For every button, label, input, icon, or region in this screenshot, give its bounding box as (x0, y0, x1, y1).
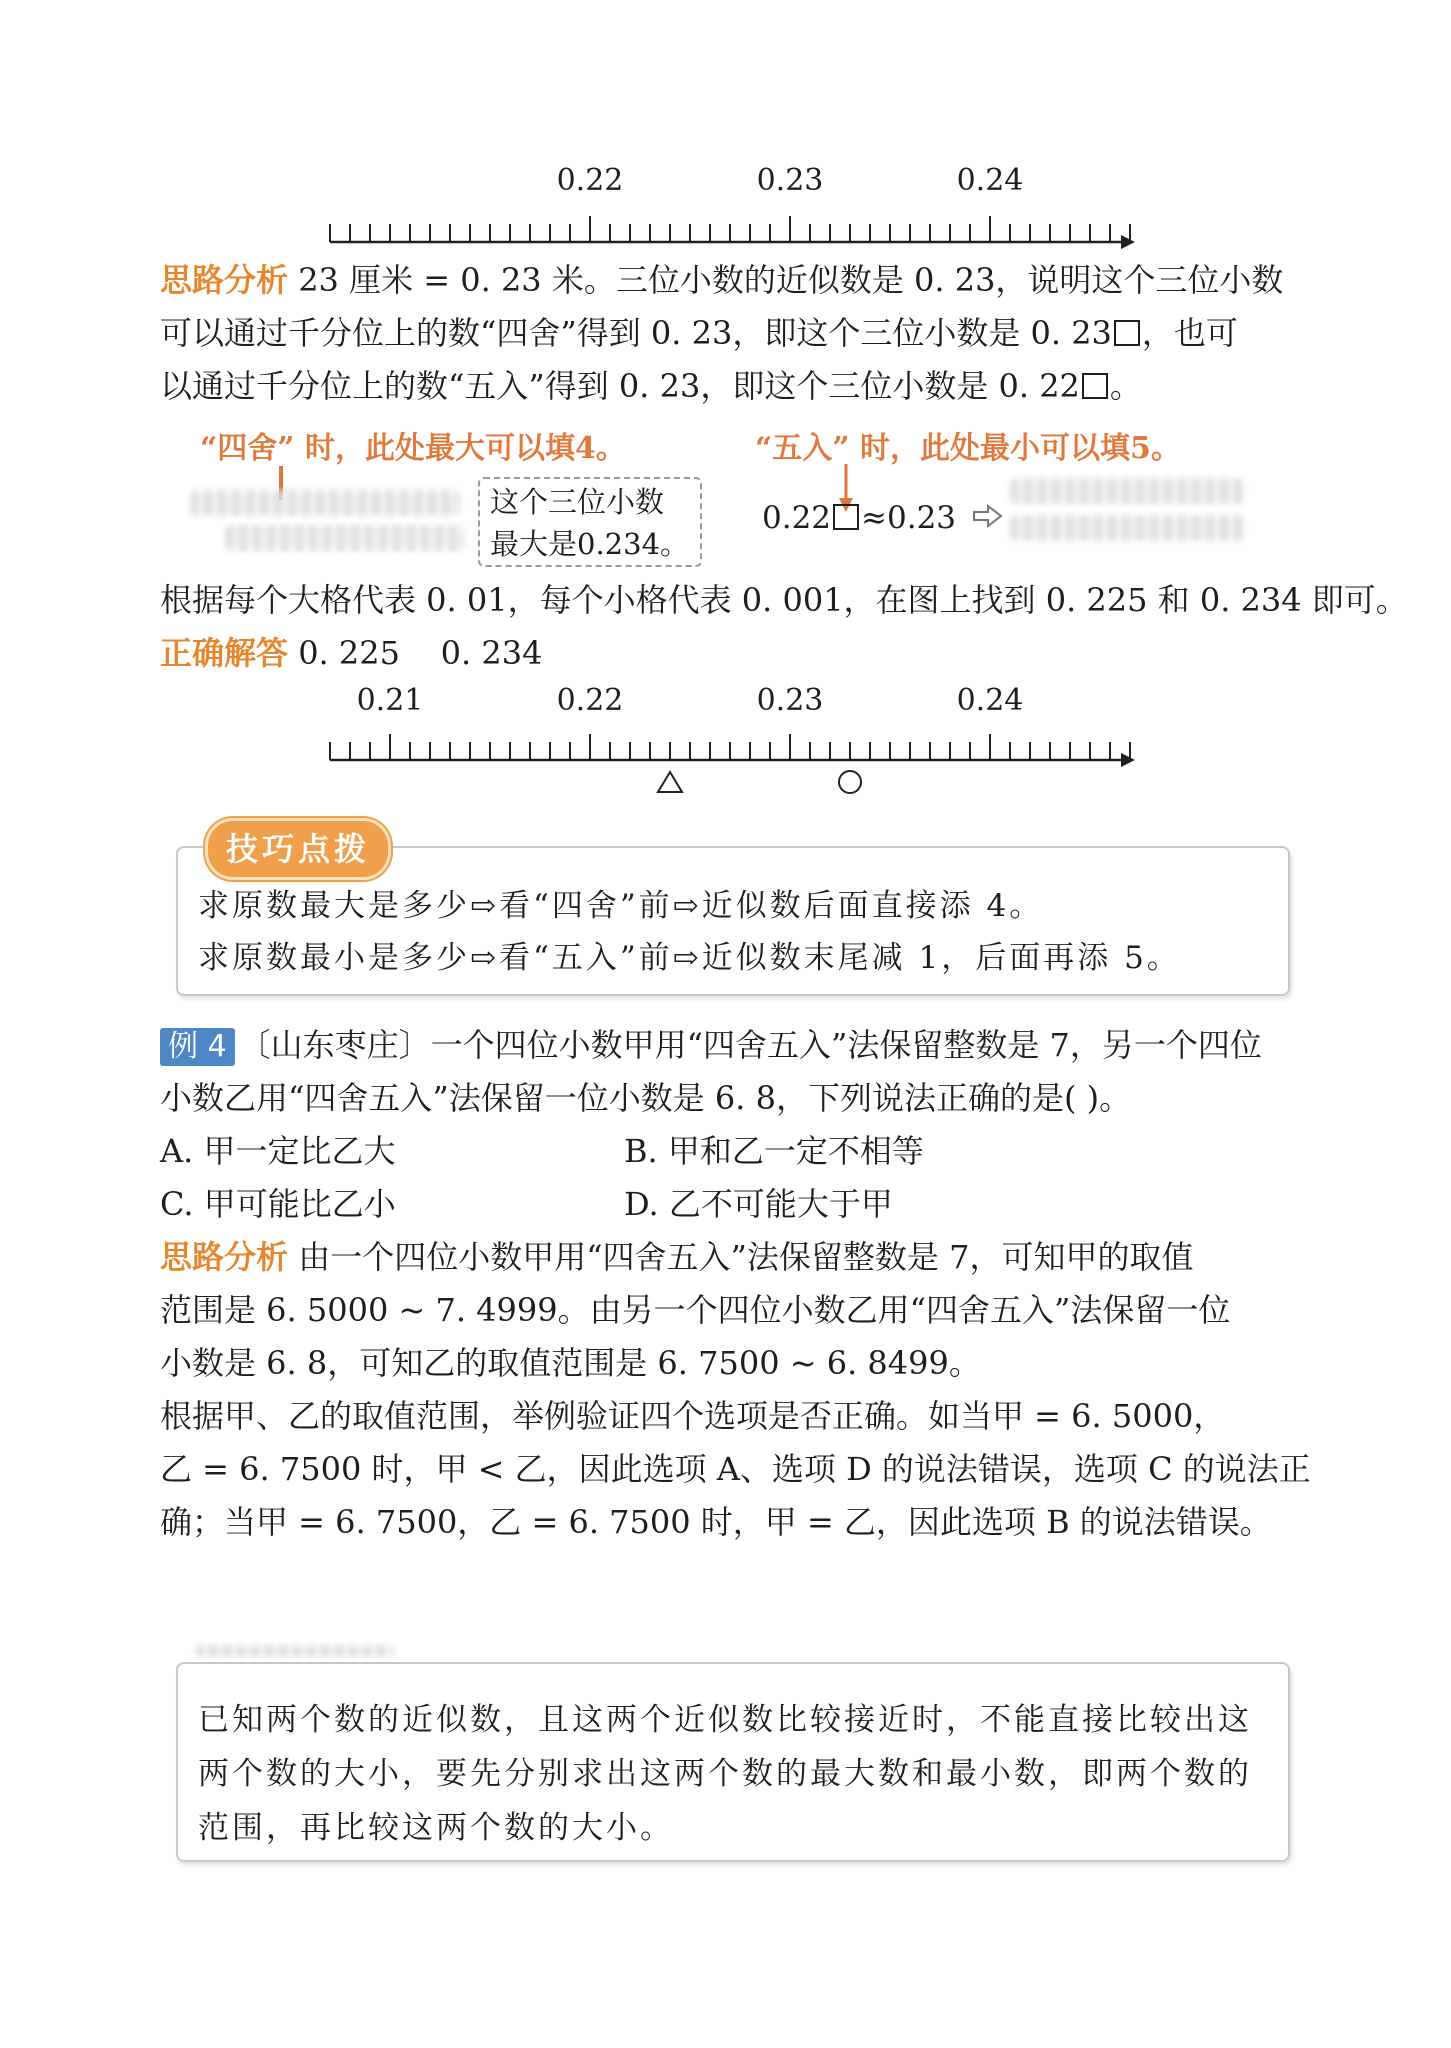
blurred-text (1010, 478, 1245, 504)
analysis-line-2 (160, 311, 1310, 355)
blank-square-icon (833, 504, 859, 530)
tick-label: 0.22 (556, 683, 624, 718)
hollow-arrow-icon (972, 503, 1004, 529)
analysis2-text-1: 由一个四位小数甲用“四舍五入”法保留整数是 7，可知甲的取值 (298, 1238, 1194, 1276)
annotation-left: “四舍” 时，此处最大可以填4。 (200, 431, 626, 466)
equation-right: ≈0.23 (861, 500, 957, 536)
tick-label: 0.23 (756, 163, 824, 198)
analysis2-line-5: 乙 = 6. 7500 时，甲 < 乙，因此选项 A、选项 D 的说法错误，选项 C 的说法正 (160, 1450, 1311, 1488)
analysis-text-2: 可以通过千分位上的数“四舍”得到 0. 23，即这个三位小数是 0. 23 (160, 314, 1112, 352)
note-line-1: 已知两个数的近似数，且这两个近似数比较接近时，不能直接比较出这 (198, 1702, 1252, 1738)
note-box (176, 1662, 1290, 1862)
max-value-box-line-1: 这个三位小数 (490, 485, 665, 519)
tip-line-2: 求原数最小是多少⇨看“五入”前⇨近似数末尾减 1，后面再添 5。 (198, 940, 1181, 976)
tick-label: 0.22 (556, 163, 624, 198)
number-line-answer (0, 680, 1451, 800)
note-line-3: 范围，再比较这两个数的大小。 (198, 1810, 674, 1846)
tick-label: 0.24 (956, 163, 1024, 198)
option-a: A. 甲一定比乙大 (160, 1132, 396, 1170)
analysis-text-1: 23 厘米 = 0. 23 米。三位小数的近似数是 0. 23，说明这个三位小数 (298, 261, 1284, 299)
blurred-text (195, 1645, 395, 1657)
blank-square-icon (1082, 373, 1108, 399)
axis-arrow-icon (1121, 753, 1135, 767)
example4-line-2: 小数乙用“四舍五入”法保留一位小数是 6. 8，下列说法正确的是( )。 (160, 1079, 1132, 1117)
option-d: D. 乙不可能大于甲 (624, 1185, 893, 1223)
example-badge: 例 4 (160, 1028, 235, 1066)
blank-square-icon (1114, 320, 1140, 346)
blurred-text (225, 525, 465, 551)
answer-text: 0. 225 0. 234 (298, 634, 543, 672)
max-value-box (478, 477, 702, 567)
analysis2-line-3: 小数是 6. 8，可知乙的取值范围是 6. 7500 ~ 6. 8499。 (160, 1344, 981, 1382)
blurred-text (190, 490, 460, 516)
analysis-line-1 (160, 258, 1310, 302)
note-line-2: 两个数的大小，要先分别求出这两个数的最大数和最小数，即两个数的 (198, 1756, 1252, 1792)
option-c: C. 甲可能比乙小 (160, 1185, 396, 1223)
blurred-text (1010, 515, 1245, 541)
example4-line-1 (160, 1023, 1310, 1067)
analysis2-line-6: 确；当甲 = 6. 7500，乙 = 6. 7500 时，甲 = 乙，因此选项 B 的说法错误。 (160, 1503, 1272, 1541)
triangle-marker-icon (658, 772, 682, 792)
axis-arrow-icon (1121, 235, 1135, 249)
tip-title-badge: 技巧点拨 (205, 818, 391, 880)
max-value-box-line-2: 最大是0.234。 (490, 527, 690, 561)
analysis2-line-2: 范围是 6. 5000 ~ 7. 4999。由另一个四位小数乙用“四舍五入”法保留一位 (160, 1291, 1231, 1329)
equation-left: 0.22 (762, 500, 832, 536)
answer-line (160, 631, 1310, 675)
equation (762, 500, 956, 536)
analysis-text-3: 以通过千分位上的数“五入”得到 0. 23，即这个三位小数是 0. 22 (160, 367, 1080, 405)
annotation-right: “五入” 时，此处最小可以填5。 (755, 431, 1181, 466)
tick-label: 0.24 (956, 683, 1024, 718)
analysis2-line-4: 根据甲、乙的取值范围，举例验证四个选项是否正确。如当甲 = 6. 5000， (160, 1397, 1226, 1435)
analysis2-heading: 思路分析 (160, 1238, 289, 1276)
analysis-text-3b: 。 (1109, 367, 1142, 405)
analysis-text-2b: ，也可 (1141, 314, 1238, 352)
tip-line-1: 求原数最大是多少⇨看“四舍”前⇨近似数后面直接添 4。 (198, 888, 1044, 924)
option-b: B. 甲和乙一定不相等 (624, 1132, 924, 1170)
example4-text-1: 〔山东枣庄〕一个四位小数甲用“四舍五入”法保留整数是 7，另一个四位 (238, 1026, 1262, 1064)
analysis-heading: 思路分析 (160, 261, 289, 299)
number-line-top (0, 160, 1451, 250)
tick-label: 0.23 (756, 683, 824, 718)
answer-heading: 正确解答 (160, 634, 289, 672)
analysis2-line-1 (160, 1235, 1310, 1279)
circle-marker-icon (839, 771, 861, 793)
analysis-line-3 (160, 364, 1310, 408)
analysis-end-line: 根据每个大格代表 0. 01，每个小格代表 0. 001，在图上找到 0. 225 和 0. 234 即可。 (160, 581, 1408, 619)
tick-label: 0.21 (356, 683, 424, 718)
